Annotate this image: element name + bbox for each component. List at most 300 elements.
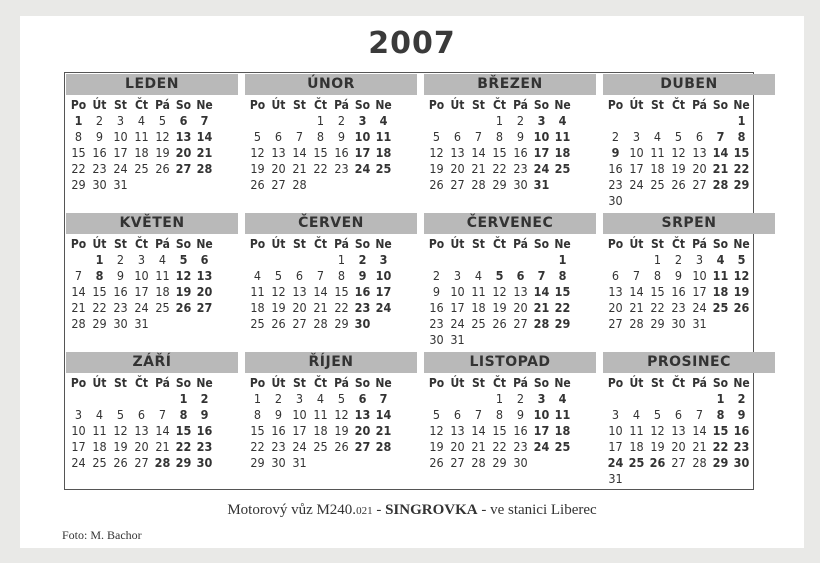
day-cell: 23 (196, 439, 213, 454)
day-cell: 5 (495, 268, 504, 283)
day-cell: 2 (516, 113, 525, 128)
weekday-header: So (354, 237, 371, 251)
day-cell: 26 (334, 439, 349, 454)
day-cell: 1 (495, 113, 504, 128)
day-cell: 21 (375, 423, 392, 438)
weekday-header: So (712, 98, 729, 112)
weekday-header: Ne (196, 376, 213, 390)
caption-vehicle: Motorový vůz M240. (227, 502, 357, 518)
weekday-header: Ne (733, 237, 750, 251)
weekday-header: Pá (513, 237, 528, 251)
day-cell: 3 (295, 391, 304, 406)
month-name: PROSINEC (603, 352, 775, 373)
day-cell: 10 (692, 268, 707, 283)
day-cell: 1 (558, 252, 567, 267)
day-cell: 19 (334, 423, 349, 438)
day-cell: 30 (196, 455, 213, 470)
day-cell: 7 (316, 268, 325, 283)
day-cell: 8 (495, 129, 504, 144)
weekday-header: So (533, 237, 550, 251)
day-cell: 28 (375, 439, 392, 454)
weekday-header: Po (607, 376, 624, 390)
day-cell: 10 (608, 423, 623, 438)
day-cell: 18 (650, 161, 665, 176)
day-cell: 13 (354, 407, 371, 422)
weekday-header: So (533, 98, 550, 112)
weekday-header: So (175, 376, 192, 390)
day-cell: 8 (653, 268, 662, 283)
month-name: ŘÍJEN (245, 352, 417, 373)
day-cell: 2 (274, 391, 283, 406)
day-cell: 11 (471, 284, 486, 299)
photo-credit: Foto: M. Bachor (62, 528, 142, 542)
month-name: ČERVEN (245, 213, 417, 234)
day-cell: 15 (250, 423, 265, 438)
day-cell: 21 (471, 161, 486, 176)
weekday-header: Čt (134, 237, 149, 251)
day-cell: 10 (375, 268, 392, 283)
weekday-header: So (712, 376, 729, 390)
day-cell: 1 (716, 391, 725, 406)
day-cell: 1 (495, 391, 504, 406)
day-cell: 12 (155, 129, 170, 144)
day-cell: 8 (337, 268, 346, 283)
day-cell: 28 (471, 455, 486, 470)
day-cell: 17 (629, 161, 644, 176)
day-cell: 27 (196, 300, 213, 315)
day-cell: 28 (196, 161, 213, 176)
day-cell: 29 (650, 316, 665, 331)
day-cell: 19 (250, 161, 265, 176)
day-cell: 27 (271, 177, 286, 192)
day-cell: 20 (175, 145, 192, 160)
day-cell: 31 (113, 177, 128, 192)
day-cell: 14 (692, 423, 707, 438)
calendar-card (20, 16, 804, 548)
day-cell: 13 (608, 284, 623, 299)
day-cell: 23 (429, 316, 444, 331)
day-cell: 16 (513, 423, 528, 438)
day-cell: 25 (313, 439, 328, 454)
day-cell: 7 (537, 268, 546, 283)
day-cell: 16 (429, 300, 444, 315)
day-cell: 8 (495, 407, 504, 422)
weekday-header: Ne (196, 237, 213, 251)
day-cell: 16 (196, 423, 213, 438)
day-cell: 26 (429, 455, 444, 470)
weekday-header: Čt (492, 98, 507, 112)
day-cell: 15 (492, 145, 507, 160)
caption-separator: - (372, 502, 386, 518)
day-cell: 3 (379, 252, 388, 267)
weekday-header: Ne (196, 98, 213, 112)
day-cell: 22 (492, 161, 507, 176)
day-cell: 24 (450, 316, 465, 331)
day-cell: 26 (250, 177, 265, 192)
day-cell: 20 (196, 284, 213, 299)
day-cell: 27 (292, 316, 307, 331)
day-cell: 10 (292, 407, 307, 422)
day-cell: 9 (611, 145, 620, 160)
day-cell: 1 (253, 391, 262, 406)
day-cell: 30 (271, 455, 286, 470)
day-cell: 26 (113, 455, 128, 470)
month-name: ÚNOR (245, 74, 417, 95)
day-cell: 25 (92, 455, 107, 470)
day-cell: 10 (113, 129, 128, 144)
weekday-header: Po (70, 98, 87, 112)
day-cell: 22 (650, 300, 665, 315)
month-3 (424, 74, 596, 212)
day-cell: 5 (253, 129, 262, 144)
day-cell: 29 (733, 177, 750, 192)
day-cell: 30 (671, 316, 686, 331)
weekday-header: Ne (733, 376, 750, 390)
day-cell: 31 (134, 316, 149, 331)
weekday-header: Út (450, 376, 465, 390)
month-name: LEDEN (66, 74, 238, 95)
day-cell: 29 (712, 455, 729, 470)
day-cell: 14 (196, 129, 213, 144)
day-cell: 4 (316, 391, 325, 406)
day-cell: 20 (354, 423, 371, 438)
weekday-header: Po (70, 237, 87, 251)
day-cell: 31 (692, 316, 707, 331)
day-cell: 21 (471, 439, 486, 454)
day-cell: 24 (354, 161, 371, 176)
day-cell: 20 (292, 300, 307, 315)
weekday-header: Ne (375, 98, 392, 112)
day-cell: 21 (712, 161, 729, 176)
day-cell: 31 (608, 471, 623, 486)
day-cell: 12 (113, 423, 128, 438)
day-cell: 23 (354, 300, 371, 315)
day-cell: 4 (653, 129, 662, 144)
day-cell: 5 (432, 407, 441, 422)
day-cell: 29 (175, 455, 192, 470)
day-cell: 27 (692, 177, 707, 192)
day-cell: 2 (674, 252, 683, 267)
day-cell: 10 (533, 129, 550, 144)
day-cell: 9 (432, 284, 441, 299)
day-cell: 15 (650, 284, 665, 299)
day-cell: 24 (113, 161, 128, 176)
day-cell: 29 (492, 455, 507, 470)
day-cell: 27 (608, 316, 623, 331)
day-cell: 14 (471, 145, 486, 160)
day-cell: 9 (274, 407, 283, 422)
weekday-header: Po (428, 376, 445, 390)
months-grid (64, 72, 754, 490)
day-cell: 15 (313, 145, 328, 160)
weekday-header: Čt (313, 376, 328, 390)
day-cell: 7 (74, 268, 83, 283)
weekday-header: Čt (313, 98, 328, 112)
weekday-header: Čt (313, 237, 328, 251)
month-9 (66, 352, 238, 490)
day-cell: 19 (671, 161, 686, 176)
day-cell: 1 (316, 113, 325, 128)
day-cell: 23 (513, 161, 528, 176)
weekday-header: Út (629, 237, 644, 251)
day-cell: 7 (474, 407, 483, 422)
day-cell: 16 (113, 284, 128, 299)
weekday-header: Út (271, 237, 286, 251)
day-cell: 14 (71, 284, 86, 299)
day-cell: 6 (274, 129, 283, 144)
day-cell: 22 (175, 439, 192, 454)
day-cell: 29 (334, 316, 349, 331)
weekday-header: Pá (155, 98, 170, 112)
weekday-header: Po (607, 237, 624, 251)
day-cell: 13 (450, 145, 465, 160)
day-cell: 22 (733, 161, 750, 176)
day-cell: 5 (158, 113, 167, 128)
day-cell: 30 (608, 193, 623, 208)
day-cell: 29 (250, 455, 265, 470)
day-cell: 18 (712, 284, 729, 299)
day-cell: 15 (712, 423, 729, 438)
day-cell: 19 (429, 439, 444, 454)
day-cell: 19 (155, 145, 170, 160)
weekday-header: Ne (375, 376, 392, 390)
day-cell: 22 (554, 300, 571, 315)
day-cell: 2 (337, 113, 346, 128)
day-cell: 15 (334, 284, 349, 299)
day-cell: 19 (733, 284, 750, 299)
day-cell: 8 (179, 407, 188, 422)
day-cell: 30 (113, 316, 128, 331)
day-cell: 12 (271, 284, 286, 299)
day-cell: 11 (313, 407, 328, 422)
day-cell: 10 (533, 407, 550, 422)
weekday-header: Út (92, 98, 107, 112)
day-cell: 17 (375, 284, 392, 299)
day-cell: 9 (674, 268, 683, 283)
day-cell: 3 (537, 113, 546, 128)
day-cell: 26 (671, 177, 686, 192)
day-cell: 1 (337, 252, 346, 267)
day-cell: 30 (733, 455, 750, 470)
day-cell: 10 (71, 423, 86, 438)
day-cell: 5 (432, 129, 441, 144)
day-cell: 13 (196, 268, 213, 283)
day-cell: 31 (533, 177, 550, 192)
day-cell: 28 (292, 177, 307, 192)
day-cell: 24 (134, 300, 149, 315)
month-8 (603, 213, 775, 351)
day-cell: 15 (71, 145, 86, 160)
day-cell: 19 (175, 284, 192, 299)
day-cell: 5 (274, 268, 283, 283)
day-cell: 22 (92, 300, 107, 315)
day-cell: 12 (733, 268, 750, 283)
day-cell: 2 (737, 391, 746, 406)
day-cell: 1 (653, 252, 662, 267)
day-cell: 9 (358, 268, 367, 283)
day-cell: 12 (650, 423, 665, 438)
day-cell: 28 (71, 316, 86, 331)
day-cell: 28 (712, 177, 729, 192)
day-cell: 29 (71, 177, 86, 192)
year-title: 2007 (368, 26, 456, 61)
month-6 (245, 213, 417, 351)
day-cell: 18 (313, 423, 328, 438)
month-name: ČERVENEC (424, 213, 596, 234)
day-cell: 16 (271, 423, 286, 438)
day-cell: 6 (453, 407, 462, 422)
day-cell: 29 (554, 316, 571, 331)
day-cell: 19 (113, 439, 128, 454)
day-cell: 13 (513, 284, 528, 299)
day-cell: 17 (71, 439, 86, 454)
day-cell: 15 (175, 423, 192, 438)
day-cell: 27 (513, 316, 528, 331)
weekday-header: Ne (554, 376, 571, 390)
weekday-header: So (533, 376, 550, 390)
day-cell: 30 (513, 455, 528, 470)
weekday-header: Ne (733, 98, 750, 112)
day-cell: 22 (334, 300, 349, 315)
day-cell: 17 (113, 145, 128, 160)
day-cell: 3 (453, 268, 462, 283)
day-cell: 11 (554, 129, 571, 144)
caption-nickname: SINGROVKA (385, 502, 478, 518)
day-cell: 13 (450, 423, 465, 438)
day-cell: 6 (137, 407, 146, 422)
month-name: BŘEZEN (424, 74, 596, 95)
day-cell: 17 (450, 300, 465, 315)
weekday-header: Ne (554, 237, 571, 251)
day-cell: 17 (134, 284, 149, 299)
weekday-header: St (293, 98, 306, 112)
day-cell: 17 (292, 423, 307, 438)
weekday-header: So (354, 376, 371, 390)
day-cell: 28 (313, 316, 328, 331)
day-cell: 18 (629, 439, 644, 454)
day-cell: 15 (733, 145, 750, 160)
day-cell: 11 (92, 423, 107, 438)
day-cell: 6 (453, 129, 462, 144)
day-cell: 4 (253, 268, 262, 283)
weekday-header: Pá (692, 98, 707, 112)
day-cell: 12 (492, 284, 507, 299)
day-cell: 19 (650, 439, 665, 454)
day-cell: 16 (733, 423, 750, 438)
day-cell: 6 (358, 391, 367, 406)
day-cell: 18 (250, 300, 265, 315)
weekday-header: Po (70, 376, 87, 390)
day-cell: 8 (716, 407, 725, 422)
day-cell: 13 (271, 145, 286, 160)
weekday-header: Čt (671, 98, 686, 112)
day-cell: 2 (200, 391, 209, 406)
weekday-header: Čt (134, 376, 149, 390)
weekday-header: Út (450, 237, 465, 251)
day-cell: 25 (554, 161, 571, 176)
day-cell: 4 (632, 407, 641, 422)
day-cell: 11 (629, 423, 644, 438)
day-cell: 21 (196, 145, 213, 160)
day-cell: 5 (674, 129, 683, 144)
day-cell: 5 (179, 252, 188, 267)
day-cell: 4 (95, 407, 104, 422)
day-cell: 10 (629, 145, 644, 160)
day-cell: 28 (533, 316, 550, 331)
day-cell: 24 (533, 439, 550, 454)
day-cell: 28 (692, 455, 707, 470)
day-cell: 9 (516, 407, 525, 422)
day-cell: 30 (354, 316, 371, 331)
day-cell: 24 (71, 455, 86, 470)
day-cell: 11 (712, 268, 729, 283)
day-cell: 22 (492, 439, 507, 454)
day-cell: 3 (537, 391, 546, 406)
day-cell: 12 (250, 145, 265, 160)
day-cell: 7 (716, 129, 725, 144)
weekday-header: St (472, 376, 485, 390)
day-cell: 13 (692, 145, 707, 160)
month-2 (245, 74, 417, 212)
day-cell: 11 (375, 129, 392, 144)
month-11 (424, 352, 596, 490)
day-cell: 30 (513, 177, 528, 192)
day-cell: 3 (74, 407, 83, 422)
day-cell: 21 (71, 300, 86, 315)
day-cell: 12 (334, 407, 349, 422)
day-cell: 11 (155, 268, 170, 283)
day-cell: 4 (558, 113, 567, 128)
day-cell: 12 (671, 145, 686, 160)
day-cell: 8 (253, 407, 262, 422)
day-cell: 1 (179, 391, 188, 406)
day-cell: 21 (629, 300, 644, 315)
day-cell: 26 (429, 177, 444, 192)
day-cell: 15 (92, 284, 107, 299)
day-cell: 17 (608, 439, 623, 454)
day-cell: 25 (650, 177, 665, 192)
day-cell: 10 (354, 129, 371, 144)
day-cell: 18 (471, 300, 486, 315)
day-cell: 31 (450, 332, 465, 347)
weekday-header: Pá (513, 98, 528, 112)
day-cell: 30 (92, 177, 107, 192)
day-cell: 7 (200, 113, 209, 128)
day-cell: 7 (295, 129, 304, 144)
day-cell: 16 (334, 145, 349, 160)
day-cell: 15 (492, 423, 507, 438)
day-cell: 8 (74, 129, 83, 144)
weekday-header: Čt (671, 237, 686, 251)
weekday-header: Pá (692, 237, 707, 251)
day-cell: 14 (375, 407, 392, 422)
day-cell: 18 (554, 145, 571, 160)
weekday-header: St (293, 376, 306, 390)
weekday-header: Čt (671, 376, 686, 390)
day-cell: 19 (429, 161, 444, 176)
day-cell: 8 (558, 268, 567, 283)
day-cell: 22 (313, 161, 328, 176)
day-cell: 5 (737, 252, 746, 267)
day-cell: 9 (200, 407, 209, 422)
weekday-header: St (114, 98, 127, 112)
day-cell: 7 (158, 407, 167, 422)
day-cell: 6 (674, 407, 683, 422)
month-name: KVĚTEN (66, 213, 238, 234)
day-cell: 1 (737, 113, 746, 128)
day-cell: 2 (358, 252, 367, 267)
day-cell: 6 (695, 129, 704, 144)
